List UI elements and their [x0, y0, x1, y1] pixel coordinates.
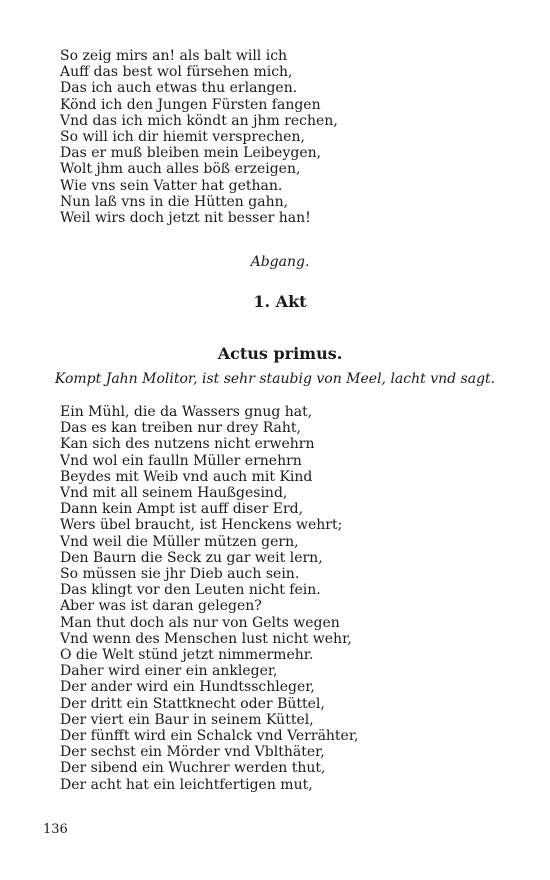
verse-line: Der sibend ein Wuchrer werden thut, — [60, 760, 326, 777]
verse-line: Das ich auch etwas thu erlangen. — [60, 80, 298, 97]
verse-line: Vnd wol ein faulln Müller ernehrn — [60, 452, 302, 469]
exit-stage-direction: Abgang. — [250, 254, 310, 270]
verse-line: Könd ich den Jungen Fürsten fangen — [60, 96, 321, 113]
verse-line: Der dritt ein Stattknecht oder Büttel, — [60, 695, 325, 712]
verse-line: Daher wird einer ein ankleger, — [60, 663, 278, 680]
verse-line: Der fünfft wird ein Schalck vnd Verrähter, — [60, 728, 359, 745]
verse-line: Das klingt vor den Leuten nicht fein. — [60, 582, 321, 599]
verse-line: Vnd wenn des Menschen lust nicht wehr, — [60, 630, 352, 647]
verse-line: O die Welt stünd jetzt nimmermehr. — [60, 647, 314, 664]
verse-line: Weil wirs doch jetzt nit besser han! — [60, 210, 311, 227]
verse-line: Ein Mühl, die da Wassers gnug hat, — [60, 404, 313, 420]
verse-line: Dann kein Ampt ist auff diser Erd, — [60, 501, 304, 518]
verse-line: Vnd mit all seinem Haußgesind, — [60, 485, 288, 502]
act-heading: 1. Akt — [253, 292, 307, 311]
verse-line: Das es kan treiben nur drey Raht, — [60, 420, 301, 437]
verse-block-top — [60, 48, 500, 226]
verse-line: Auff das best wol fürsehen mich, — [60, 64, 293, 81]
verse-line: Beydes mit Weib vnd auch mit Kind — [60, 468, 313, 485]
verse-line: Wie vns sein Vatter hat gethan. — [60, 177, 283, 194]
verse-line: Wolt jhm auch alles böß erzeigen, — [60, 161, 301, 178]
verse-block-bottom — [60, 404, 500, 793]
verse-line: So zeig mirs an! als balt will ich — [60, 48, 288, 64]
verse-line: Das er muß bleiben mein Leibeygen, — [60, 145, 322, 162]
verse-line: Der viert ein Baur in seinem Küttel, — [60, 711, 314, 728]
actus-heading: Actus primus. — [217, 344, 343, 363]
verse-line: Man thut doch als nur von Gelts wegen — [60, 614, 340, 631]
verse-line: Vnd das ich mich köndt an jhm rechen, — [60, 112, 338, 129]
verse-line: So müssen sie jhr Dieb auch sein. — [60, 566, 300, 583]
verse-line: Wers übel braucht, ist Henckens wehrt; — [60, 517, 343, 534]
verse-line: Der sechst ein Mörder vnd Vblthäter, — [60, 744, 325, 761]
verse-line: Der acht hat ein leichtfertigen mut, — [60, 776, 313, 793]
verse-line: Den Baurn die Seck zu gar weit lern, — [60, 549, 323, 566]
scene-stage-direction: Kompt Jahn Molitor, ist sehr staubig von Meel, lacht vnd sagt. — [54, 371, 496, 387]
verse-line: Der ander wird ein Hundtsschleger, — [60, 679, 315, 696]
verse-line: Nun laß vns in die Hütten gahn, — [60, 193, 289, 210]
verse-line: Aber was ist daran gelegen? — [60, 598, 262, 615]
verse-line: Vnd weil die Müller mützen gern, — [60, 533, 299, 550]
page-number: 136 — [43, 822, 68, 837]
verse-line: Kan sich des nutzens nicht erwehrn — [60, 436, 315, 453]
verse-line: So will ich dir hiemit versprechen, — [60, 129, 305, 146]
